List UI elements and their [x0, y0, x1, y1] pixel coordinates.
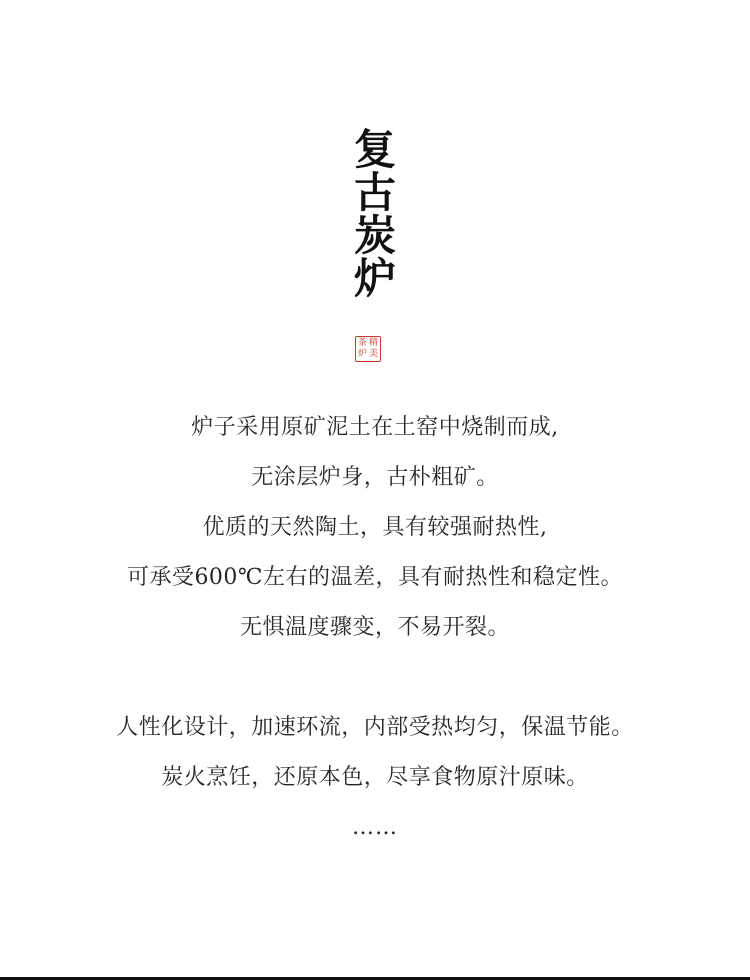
paragraph-gap [0, 653, 750, 703]
seal-char: 茶 [357, 338, 367, 348]
description-line: 炭火烹饪，还原本色，尽享食物原汁原味。 [161, 765, 589, 790]
seal-char: 美 [368, 349, 378, 359]
page-title [0, 125, 750, 303]
description-line: 炉子采用原矿泥土在土窑中烧制而成, [191, 415, 559, 440]
ellipsis-text: …… [352, 815, 398, 840]
seal-stamp-icon [355, 336, 381, 362]
seal-char: 精 [368, 338, 378, 348]
description-line: 无惧温度骤变，不易开裂。 [239, 615, 510, 640]
description-line: 可承受600℃左右的温差，具有耐热性和稳定性。 [126, 565, 624, 590]
title-char: 炉 [353, 254, 396, 303]
title-char: 复 [353, 125, 396, 174]
description-line: 无涂层炉身，古朴粗矿。 [251, 465, 499, 490]
description-line: 优质的天然陶土，具有较强耐热性, [202, 515, 548, 540]
description-text [0, 403, 750, 853]
description-line: 人性化设计，加速环流，内部受热均匀，保温节能。 [116, 715, 634, 740]
title-char: 炭 [353, 211, 396, 260]
title-char: 古 [353, 168, 396, 217]
seal-char: 炉 [357, 349, 367, 359]
